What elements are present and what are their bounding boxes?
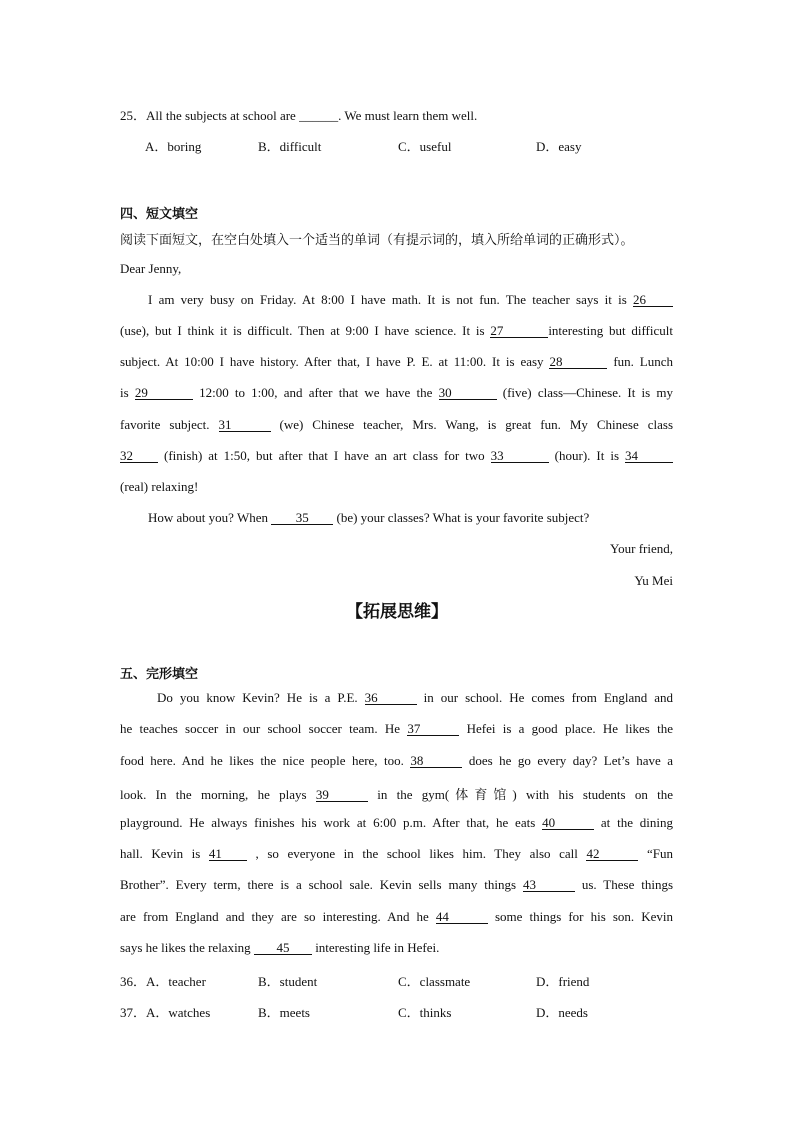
section-4-title: 四、短文填空: [120, 207, 199, 222]
passage-line: subject. At 10:00 I have history. After that, I have P. E. at 11:00. It is easy 28 fun. Lunch: [120, 354, 674, 369]
passage-line: How about you? When 35 (be) your classes? What is your favorite subject?: [148, 510, 590, 525]
option-25-d: D．easy: [536, 139, 582, 154]
section-5-title: 五、完形填空: [120, 667, 199, 682]
blank-39: 39: [316, 788, 368, 802]
letter-signature: Yu Mei: [634, 573, 673, 588]
passage-line: (real) relaxing!: [120, 479, 199, 494]
passage-line: I am very busy on Friday. At 8:00 I have math. It is not fun. The teacher says it is 26: [148, 292, 673, 308]
blank-28: 28: [549, 355, 607, 369]
passage-line: is 29 12:00 to 1:00, and after that we have the 30 (five) class—Chinese. It is my: [120, 385, 674, 400]
blank-34: 34: [625, 449, 673, 463]
letter-greeting: Dear Jenny,: [120, 261, 182, 276]
passage-line: (use), but I think it is difficult. Then at 9:00 I have science. It is 27 interesting but difficult: [120, 323, 673, 338]
blank-43: 43: [523, 878, 575, 892]
passage-line: he teaches soccer in our school soccer team. He 37 Hefei is a good place. He likes the: [120, 721, 673, 736]
passage-line: playground. He always finishes his work at 6:00 p.m. After that, he eats 40 at the dining: [120, 815, 674, 830]
question-25-stem: 25．All the subjects at school are ______. We must learn them well.: [120, 108, 478, 123]
passage-line: food here. And he likes the nice people here, too. 38 does he go every day? Let’s have a: [120, 753, 674, 768]
blank-40: 40: [542, 816, 594, 830]
section-4-instruction: 阅读下面短文，在空白处填入一个适当的单词（有提示词的，填入所给单词的正确形式）。: [120, 233, 634, 248]
option-25-b: B．difficult: [258, 139, 322, 154]
option-25-a: A．boring: [145, 139, 202, 154]
blank-41: 41: [209, 847, 247, 861]
blank-32: 32: [120, 449, 158, 463]
option-37-a: 37．A．watches: [120, 1005, 211, 1020]
blank-44: 44: [436, 910, 488, 924]
blank-35: 35: [271, 511, 333, 525]
option-37-c: C．thinks: [398, 1005, 452, 1020]
blank-42: 42: [586, 847, 638, 861]
passage-line: hall. Kevin is 41 , so everyone in the school likes him. They also call 42 “Fun: [120, 846, 674, 861]
passage-line: are from England and they are so interesting. And he 44 some things for his son. Kevin: [120, 909, 673, 924]
blank-37: 37: [407, 722, 459, 736]
passage-line: Do you know Kevin? He is a P.E. 36 in our school. He comes from England and: [157, 690, 673, 705]
option-36-b: B．student: [258, 974, 318, 989]
passage-line: look. In the morning, he plays 39 in the gym(体育馆) with his students on the: [120, 787, 674, 802]
passage-line: Brother”. Every term, there is a school sale. Kevin sells many things 43 us. These things: [120, 877, 674, 892]
blank-30: 30: [439, 386, 497, 400]
option-37-d: D．needs: [536, 1005, 588, 1020]
blank-36: 36: [365, 691, 417, 705]
passage-line: says he likes the relaxing 45 interesting life in Hefei.: [120, 940, 440, 955]
option-37-b: B．meets: [258, 1005, 310, 1020]
blank-26: 26: [633, 293, 673, 307]
option-36-d: D．friend: [536, 974, 590, 989]
passage-line: 32 (finish) at 1:50, but after that I have an art class for two 33 (hour). It is 34: [120, 448, 673, 464]
blank-33: 33: [491, 449, 549, 463]
letter-closing: Your friend,: [610, 541, 673, 556]
blank-31: 31: [219, 418, 271, 432]
extension-heading: 【拓展思维】: [346, 602, 448, 622]
blank-25: ______: [299, 108, 339, 123]
passage-line: favorite subject. 31 (we) Chinese teacher, Mrs. Wang, is great fun. My Chinese class: [120, 417, 674, 432]
option-36-c: C．classmate: [398, 974, 471, 989]
blank-45: 45: [254, 941, 312, 955]
blank-27: 27: [490, 324, 548, 338]
blank-38: 38: [410, 754, 462, 768]
blank-29: 29: [135, 386, 193, 400]
option-36-a: 36．A．teacher: [120, 974, 206, 989]
option-25-c: C．useful: [398, 139, 452, 154]
